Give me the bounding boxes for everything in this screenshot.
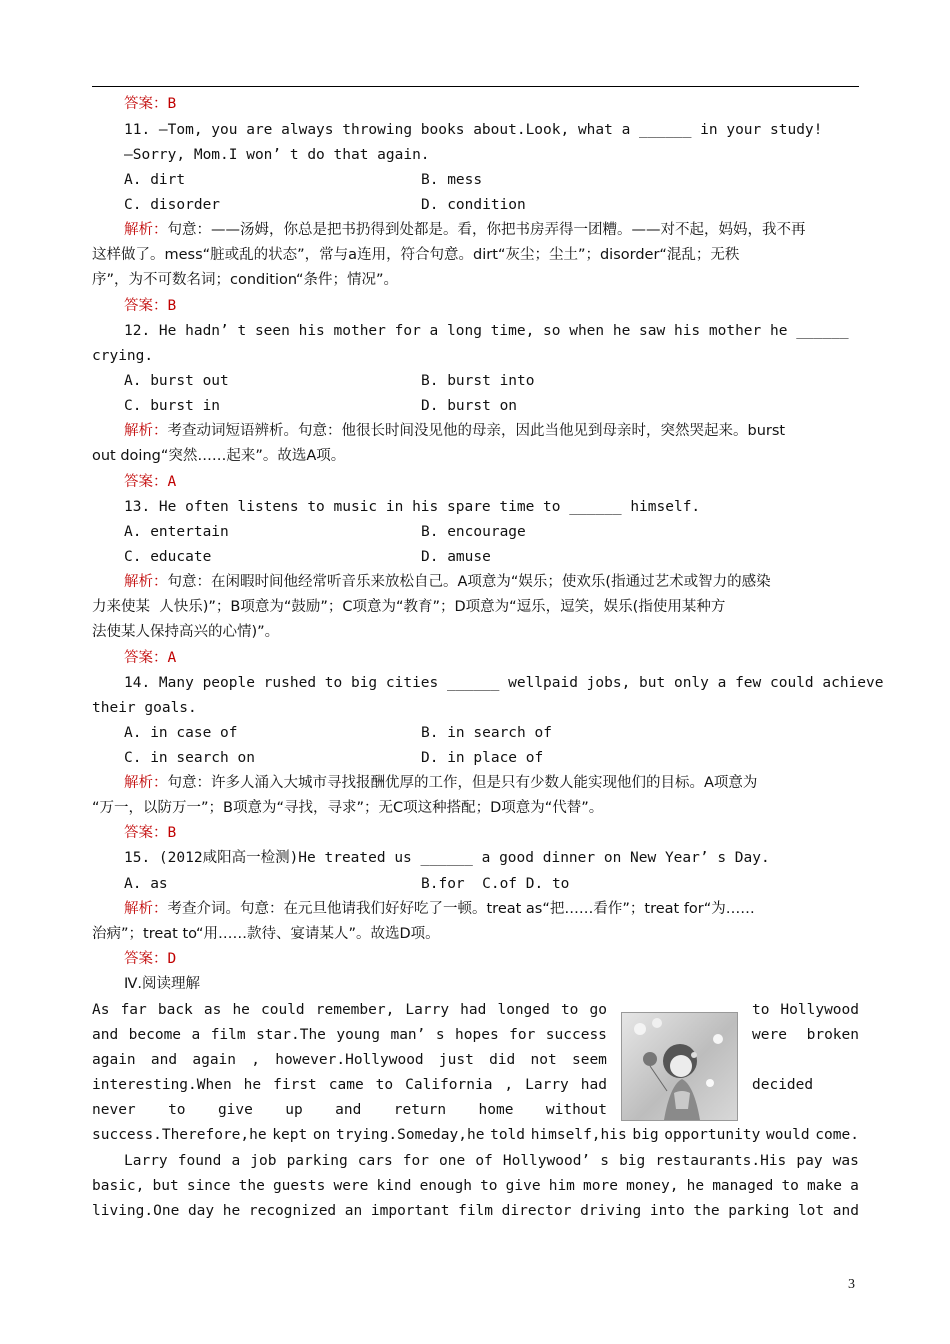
text-run: A: [167, 474, 177, 490]
text-line: [92, 270, 398, 290]
word: never: [92, 1102, 136, 1118]
word: star.The: [256, 1027, 326, 1043]
word: did: [489, 1052, 516, 1068]
passage-line: [92, 1025, 607, 1045]
word: told: [490, 1127, 526, 1143]
text-line: [421, 170, 482, 190]
word: success: [545, 1027, 607, 1043]
word: was: [832, 1153, 859, 1169]
text-line: [124, 773, 757, 793]
word: big: [632, 1127, 659, 1143]
text-run: A. entertain: [124, 524, 229, 540]
text-run: —Sorry, Mom.I won’ t do that again.: [124, 147, 430, 163]
word: but: [152, 1178, 179, 1194]
text-line: [124, 572, 771, 592]
text-run: 力来使某 人快乐)”；B项意为“鼓励”；C项意为“教育”；D项意为“逗乐，逗笑，娱乐(指使用某种方: [92, 599, 726, 615]
text-run: C. burst in: [124, 398, 221, 414]
text-run: 句意：许多人涌入大城市寻找报酬优厚的工作，但是只有少数人能实现他们的目标。A项意为: [167, 775, 758, 791]
word: hopes: [455, 1027, 499, 1043]
text-run: A. dirt: [124, 172, 186, 188]
page-number: 3: [848, 1277, 855, 1292]
word: kind: [376, 1178, 412, 1194]
word: could: [261, 1002, 305, 1018]
word: a: [231, 1153, 241, 1169]
word: an: [344, 1203, 363, 1219]
text-line: [124, 648, 176, 668]
text-line: [92, 346, 153, 366]
text-run: 句意：——汤姆，你总是把书扔得到处都是。看，你把书房弄得一团糟。——对不起，妈妈，我不再: [167, 222, 806, 238]
passage-line: [752, 1025, 859, 1045]
text-line: [421, 723, 552, 743]
word: ,: [251, 1052, 260, 1068]
text-line: [124, 145, 430, 165]
word: since: [186, 1178, 231, 1194]
text-run: 答案：: [124, 825, 168, 841]
word: day: [187, 1203, 215, 1219]
word: seem: [571, 1052, 607, 1068]
text-run: C. disorder: [124, 197, 221, 213]
word: into: [649, 1203, 685, 1219]
word: ,: [504, 1077, 514, 1093]
word: to: [480, 1178, 498, 1194]
text-line: [92, 924, 440, 944]
header-rule: [92, 86, 859, 87]
text-run: A. burst out: [124, 373, 229, 389]
word: basic,: [92, 1178, 145, 1194]
text-run: D. burst on: [421, 398, 518, 414]
text-line: [124, 899, 755, 919]
word: success.Therefore,he: [92, 1127, 267, 1143]
text-line: [124, 547, 211, 567]
word: the: [238, 1178, 265, 1194]
text-line: [124, 321, 849, 341]
text-run: crying.: [92, 348, 154, 364]
text-run: 治病”；treat to“用……款待、宴请某人”。故选D项。: [92, 926, 440, 942]
word: had: [580, 1077, 607, 1093]
text-line: [124, 396, 220, 416]
word: living.One: [92, 1203, 180, 1219]
word: himself,his: [530, 1127, 627, 1143]
word: Hollywood: [780, 1002, 859, 1018]
word: California: [405, 1077, 493, 1093]
word: far: [120, 1002, 147, 1018]
text-run: B. encourage: [421, 524, 526, 540]
word: young: [336, 1027, 381, 1043]
word: give: [505, 1178, 541, 1194]
word: enough: [419, 1178, 472, 1194]
word: film: [210, 1027, 246, 1043]
text-line: [124, 723, 238, 743]
word: money,: [626, 1178, 679, 1194]
word: come.: [815, 1127, 859, 1143]
text-run: 解析：: [124, 574, 168, 590]
text-line: [421, 195, 526, 215]
text-line: [124, 497, 700, 517]
text-line: [124, 220, 806, 240]
word: parking: [728, 1203, 790, 1219]
text-line: [92, 698, 197, 718]
text-run: A: [167, 650, 177, 666]
text-run: 13. He often listens to music in his spare time to ______ himself.: [124, 499, 701, 515]
word: he: [243, 1077, 262, 1093]
word: guests: [272, 1178, 326, 1194]
word: up: [285, 1102, 303, 1118]
text-run: 14. Many people rushed to big cities ______ wellpaid jobs, but only a few could achieve: [124, 675, 884, 691]
text-line: [124, 94, 176, 114]
word: on: [312, 1127, 331, 1143]
text-run: 解析：: [124, 901, 168, 917]
text-run: D. amuse: [421, 549, 491, 565]
text-line: [92, 798, 603, 818]
word: director: [501, 1203, 572, 1219]
word: to: [781, 1178, 799, 1194]
word: were: [752, 1027, 787, 1043]
word: As: [92, 1002, 110, 1018]
text-line: [421, 371, 535, 391]
passage-line: [92, 1125, 859, 1145]
word: had: [460, 1002, 487, 1018]
text-line: [124, 673, 884, 693]
text-line: [124, 949, 176, 969]
word: without: [545, 1102, 607, 1118]
word: parking: [286, 1153, 348, 1169]
word: more: [583, 1178, 618, 1194]
text-run: D. in place of: [421, 750, 544, 766]
text-line: [124, 848, 770, 868]
word: man’: [390, 1027, 426, 1043]
text-run: B. in search of: [421, 725, 552, 741]
word: interesting.When: [92, 1077, 232, 1093]
word: recognized: [248, 1203, 337, 1219]
word: cars: [357, 1153, 393, 1169]
text-line: [124, 823, 176, 843]
text-line: [421, 547, 491, 567]
word: and: [150, 1052, 178, 1068]
text-line: [124, 195, 220, 215]
text-run: D: [167, 951, 177, 967]
text-line: [124, 170, 185, 190]
text-run: 答案：: [124, 96, 168, 112]
text-run: 序”，为不可数名词；condition“条件；情况”。: [92, 272, 399, 288]
text-run: “万一，以防万一”；B项意为“寻找，寻求”；无C项这种搭配；D项意为“代替”。: [92, 800, 604, 816]
text-run: D. condition: [421, 197, 526, 213]
word: decided: [752, 1077, 814, 1093]
word: Larry: [124, 1153, 168, 1169]
word: job: [250, 1153, 277, 1169]
text-line: [124, 974, 200, 994]
text-run: 12. He hadn’ t seen his mother for a long time, so when he saw his mother he ______: [124, 323, 849, 339]
text-run: 15. (2012咸阳高一检测)He treated us ______ a good dinner on New Year’ s Day.: [124, 850, 770, 866]
word: for: [509, 1027, 536, 1043]
word: lot: [797, 1203, 825, 1219]
passage-line: [92, 1000, 607, 1020]
word: kept: [272, 1127, 308, 1143]
word: to: [560, 1002, 579, 1018]
text-line: [124, 371, 229, 391]
word: Larry: [525, 1077, 569, 1093]
word: the: [693, 1203, 720, 1219]
text-line: [92, 597, 725, 617]
text-run: B: [167, 298, 177, 314]
text-run: 解析：: [124, 222, 168, 238]
word: one: [439, 1153, 466, 1169]
word: just: [438, 1052, 474, 1068]
word: broken: [806, 1027, 859, 1043]
text-run: out doing“突然……起来”。故选A项。: [92, 448, 346, 464]
word: opportunity: [664, 1127, 761, 1143]
text-run: 答案：: [124, 650, 168, 666]
text-run: C. in search on: [124, 750, 255, 766]
word: him: [548, 1178, 575, 1194]
text-run: 答案：: [124, 298, 168, 314]
text-line: [124, 120, 822, 140]
word: a: [850, 1178, 859, 1194]
text-run: C. educate: [124, 549, 212, 565]
word: found: [177, 1153, 222, 1169]
passage-line: [124, 1151, 859, 1171]
word: again: [92, 1052, 136, 1068]
girl-balloon-picture: [622, 1013, 737, 1120]
word: he: [232, 1002, 250, 1018]
word: become: [128, 1027, 182, 1043]
word: go: [589, 1002, 607, 1018]
text-line: [124, 874, 168, 894]
text-run: 解析：: [124, 775, 168, 791]
text-run: 答案：: [124, 474, 168, 490]
text-run: 法使某人保持高兴的心情)”。: [92, 624, 280, 640]
text-run: A. as: [124, 876, 168, 892]
text-run: 解析：: [124, 423, 168, 439]
word: make: [807, 1178, 842, 1194]
word: important: [370, 1203, 450, 1219]
text-run: Ⅳ.阅读理解: [124, 976, 200, 992]
text-run: 考查动词短语辨析。句意：他很长时间没见他的母亲，因此当他见到母亲时，突然哭起来。burst: [167, 423, 786, 439]
word: pay: [796, 1153, 823, 1169]
passage-line: [752, 1000, 859, 1020]
passage-line: [92, 1201, 859, 1221]
word: first: [273, 1077, 317, 1093]
word: were: [333, 1178, 369, 1194]
word: longed: [497, 1002, 550, 1018]
text-line: [421, 396, 517, 416]
word: not: [530, 1052, 557, 1068]
text-run: 句意：在闲暇时间他经常听音乐来放松自己。A项意为“娱乐；使欢乐(指通过艺术或智力的感染: [167, 574, 771, 590]
passage-line: [92, 1100, 607, 1120]
word: s: [600, 1153, 609, 1169]
word: Larry: [405, 1002, 450, 1018]
word: he: [222, 1203, 241, 1219]
word: would: [765, 1127, 810, 1143]
word: Hollywood’: [502, 1153, 591, 1169]
word: and: [92, 1027, 119, 1043]
word: s: [435, 1027, 445, 1043]
word: to: [375, 1077, 394, 1093]
word: however.Hollywood: [275, 1052, 424, 1068]
word: give: [217, 1102, 253, 1118]
word: film: [458, 1203, 494, 1219]
word: again: [192, 1052, 237, 1068]
text-line: [92, 245, 739, 265]
word: return: [393, 1102, 447, 1118]
passage-line: [752, 1075, 812, 1095]
text-run: 这样做了。mess“脏或乱的状态”，常与a连用，符合句意。dirt“灰尘；尘土”；disorder“混乱；无秩: [92, 247, 740, 263]
word: of: [475, 1153, 493, 1169]
text-line: [92, 446, 345, 466]
text-run: 考查介词。句意：在元旦他请我们好好吃了一顿。treat as“把……看作”；treat for“为……: [167, 901, 755, 917]
word: back: [157, 1002, 193, 1018]
word: managed: [712, 1178, 774, 1194]
passage-line: [92, 1075, 607, 1095]
passage-line: [92, 1050, 607, 1070]
text-line: [124, 748, 255, 768]
text-run: B: [167, 825, 177, 841]
text-line: [421, 522, 526, 542]
word: to: [752, 1002, 770, 1018]
text-run: A. in case of: [124, 725, 238, 741]
word: remember,: [315, 1002, 395, 1018]
word: and: [335, 1102, 362, 1118]
text-line: [124, 472, 176, 492]
text-line: [421, 748, 543, 768]
text-line: [124, 522, 229, 542]
text-run: 答案：: [124, 951, 168, 967]
word: for: [402, 1153, 429, 1169]
word: restaurants.His: [655, 1153, 787, 1169]
text-line: [92, 622, 279, 642]
text-line: [124, 296, 176, 316]
word: he: [686, 1178, 705, 1194]
word: big: [619, 1153, 646, 1169]
word: a: [191, 1027, 201, 1043]
text-run: B. mess: [421, 172, 483, 188]
word: to: [168, 1102, 186, 1118]
passage-line: [92, 1176, 859, 1196]
text-run: B. burst into: [421, 373, 535, 389]
word: driving: [580, 1203, 642, 1219]
text-run: 11. —Tom, you are always throwing books about.Look, what a ______ in your study!: [124, 122, 823, 138]
word: as: [203, 1002, 222, 1018]
text-line: [421, 874, 569, 894]
word: home: [478, 1102, 514, 1118]
text-line: [124, 421, 785, 441]
text-run: B.for C.of D. to: [421, 876, 570, 892]
word: trying.Someday,he: [336, 1127, 485, 1143]
illustration-girl-balloons: [621, 1012, 738, 1121]
text-run: B: [167, 96, 177, 112]
word: and: [832, 1203, 859, 1219]
word: came: [328, 1077, 364, 1093]
text-run: their goals.: [92, 700, 197, 716]
